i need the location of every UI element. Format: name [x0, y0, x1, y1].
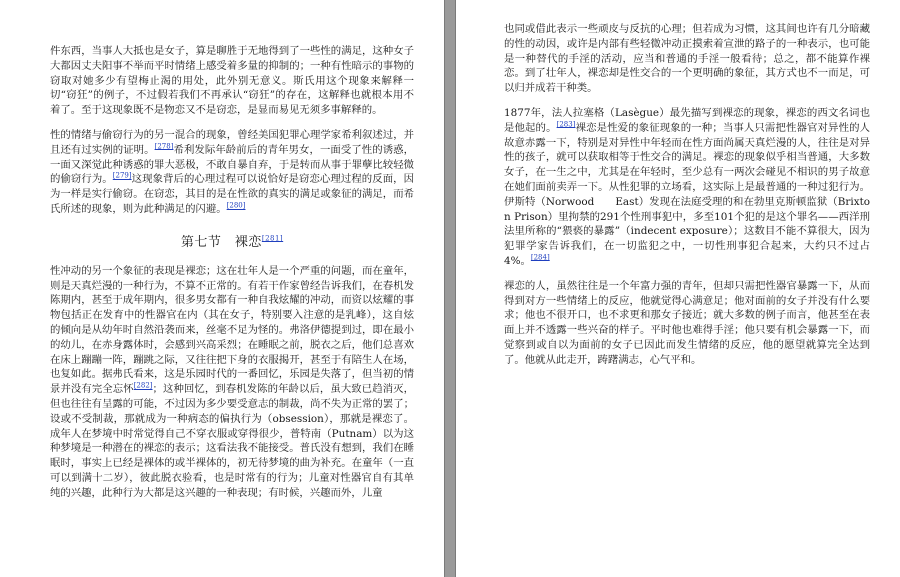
paragraph — [504, 106, 870, 269]
right-page — [456, 0, 900, 577]
paragraph-text: 1877年，法人拉塞格（Lasègue）最先描写到裸恋的现象，裸恋的西文名词也是他起的。 — [504, 106, 870, 134]
footnote-link-278[interactable]: [278] — [154, 142, 174, 151]
section-heading — [50, 231, 414, 250]
footnote-link-284[interactable]: [284] — [530, 253, 550, 262]
footnote-link-281[interactable]: [281] — [261, 234, 284, 243]
paragraph — [50, 264, 414, 501]
left-page — [0, 0, 444, 577]
footnote-link-282[interactable]: [282] — [133, 381, 153, 390]
footnote-link-280[interactable]: [280] — [226, 201, 246, 210]
paragraph-text: 性冲动的另一个象征的表现是裸恋；这在壮年人是一个严重的问题，而在童年，则是天真烂漫的一种行为，不算不正常的。有若干作家曾经告诉我们，在春机发陈期内，甚至于成年期内，很多男女都有一种自我炫耀的冲动，而资以炫耀的事物包括正在发育中的性器官在内（其在女子，特别要入注意的是乳峰），这自炫的倾向是从幼年时自然沿袭而来，丝毫不足为怪的。弗洛伊德提到过，即在最小的幼儿，在赤身露体时，会感到兴高采烈；在睡眠之前，脱衣之后，他们总喜欢在床上蹦蹦一阵，蹦跳之际，又往往把下身的衣服揭开，甚至于有陪生人在场，也复如此。据弗氏看来，这是乐园时代的一番回忆，乐园是失落了，但当初的情景并没有完全忘怀 — [50, 264, 414, 396]
footnote-link-279[interactable]: [279] — [112, 171, 132, 180]
paragraph: 也同或借此表示一些顽皮与反抗的心理；但若成为习惯，这其间也许有几分暗藏的性的动因，或许是内部有些轻微冲动正摸索着宣泄的路子的一种表示，也可能是一种替代的手淫的活动，应当和普通的手淫一般看待；总之，都不能算作裸恋。到了壮年人，裸恋却是性交合的一个更明确的象征，其方式也不一而足，可以归并成若干种类。 — [504, 23, 870, 95]
paragraph-text: 希利发际年龄前后的青年男女，一面受了性的诱惑，一面又深觉此种诱惑的罪大恶极，不敢自暴自弃，于是转而从事于罪孽比较轻微的偷窃行为。 — [50, 143, 415, 186]
paragraph-text: 裸恋是性爱的象征现象的一种；当事人只需把性器官对异性的人故意赤露一下，特别是对异性中年轻而在性方面尚属天真烂漫的人，往往是对异性的孩子，就可以获取相等于性交合的满足。裸恋的现象似乎相当普通，大多数女子，在一生之中，尤其是在年轻时，至少总有一两次会碰见不相识的男子故意在她们面前卖弄一下。从性犯罪的立场看，这实际上是最普通的一种过犯行为。伊斯特（Norwood East）发现在法庭受理的和在勃里克斯顿监狱（Brixton Prison）里拘禁的291个性刑事犯中，多至101个犯的是这个罪名——西洋刑法里所称的“猥亵的暴露”（indecent exposure）；这数目不能不算很大，因为犯罪学家告诉我们，在一切监犯之中，一切性刑事犯合起来，大约只不过占4%。 — [504, 121, 871, 267]
paragraph — [50, 128, 414, 217]
paragraph-text: 这现象背后的心理过程可以说恰好是窃恋心理过程的反面，因为一样是实行偷窃。在窃恋，其目的是在性欲的真实的满足或象征的满足，而希氏所述的现象，则为此种满足的闪避。 — [50, 173, 415, 215]
paragraph: 件东西，当事人大抵也是女子，算是聊胜于无地得到了一些性的满足，这种女子大都因丈夫阳事不举而平时情绪上感受着多量的抑制的；一种有性暗示的事物的窃取对她多少有望梅止渴的用处，此外别无意义。斯氏用这个现象来解释一切“窃狂”的例子，不过假若我们不再承认“窃狂”的存在，这解释也就根本用不着了。至于这现象既不是物恋又不是窃恋，是显而易见无须多事解释的。 — [50, 45, 414, 117]
paragraph-text: ；这种回忆，到春机发陈的年龄以后，虽大致已趋消灭，但也往往有呈露的可能，不过因为多少要受意志的制裁，尚不失为正常的罢了；设或不受制裁，那就成为一种病态的偏执行为（obsession），那就是裸恋了。成年人在梦境中时常觉得自己不穿衣服或穿得很少，普特南（Putnam）以为这种梦境是一种潜在的裸恋的表示；这看法我不能接受。普氏没有想到，我们在睡眠时，事实上已经是裸体的或半裸体的，初无待梦境的曲为补充。在童年（一直可以到满十二岁），彼此脱衣验看，也是时常有的行为；儿童对性器官自有其单纯的兴趣，此种行为大都是这兴趣的一种表现；有时候，兴趣而外，儿童 — [50, 383, 415, 499]
paragraph-text: 性的情绪与偷窃行为的另一混合的现象，曾经美国犯罪心理学家希利叙述过，并且还有过实例的证明。 — [50, 128, 414, 156]
page-divider — [444, 0, 456, 577]
paragraph: 裸恋的人，虽然往往是一个年富力强的青年，但却只需把性器官暴露一下，从而得到对方一些情绪上的反应，他就觉得心满意足；他对面前的女子并没有什么要求；他也不很开口，也不求更和那女子接近；就大多数的例子而言，他甚至在表面上并不透露一些兴奋的样子。平时他也难得手淫；他只要有机会暴露一下，而觉察到或自以为面前的女子已因此而发生情绪的反应，他的愿望就算完全达到了。他就从此走开，踌躇满志，心气平和。 — [504, 279, 870, 366]
footnote-link-283[interactable]: [283] — [556, 120, 576, 129]
section-title: 第七节 裸恋 — [180, 234, 262, 250]
